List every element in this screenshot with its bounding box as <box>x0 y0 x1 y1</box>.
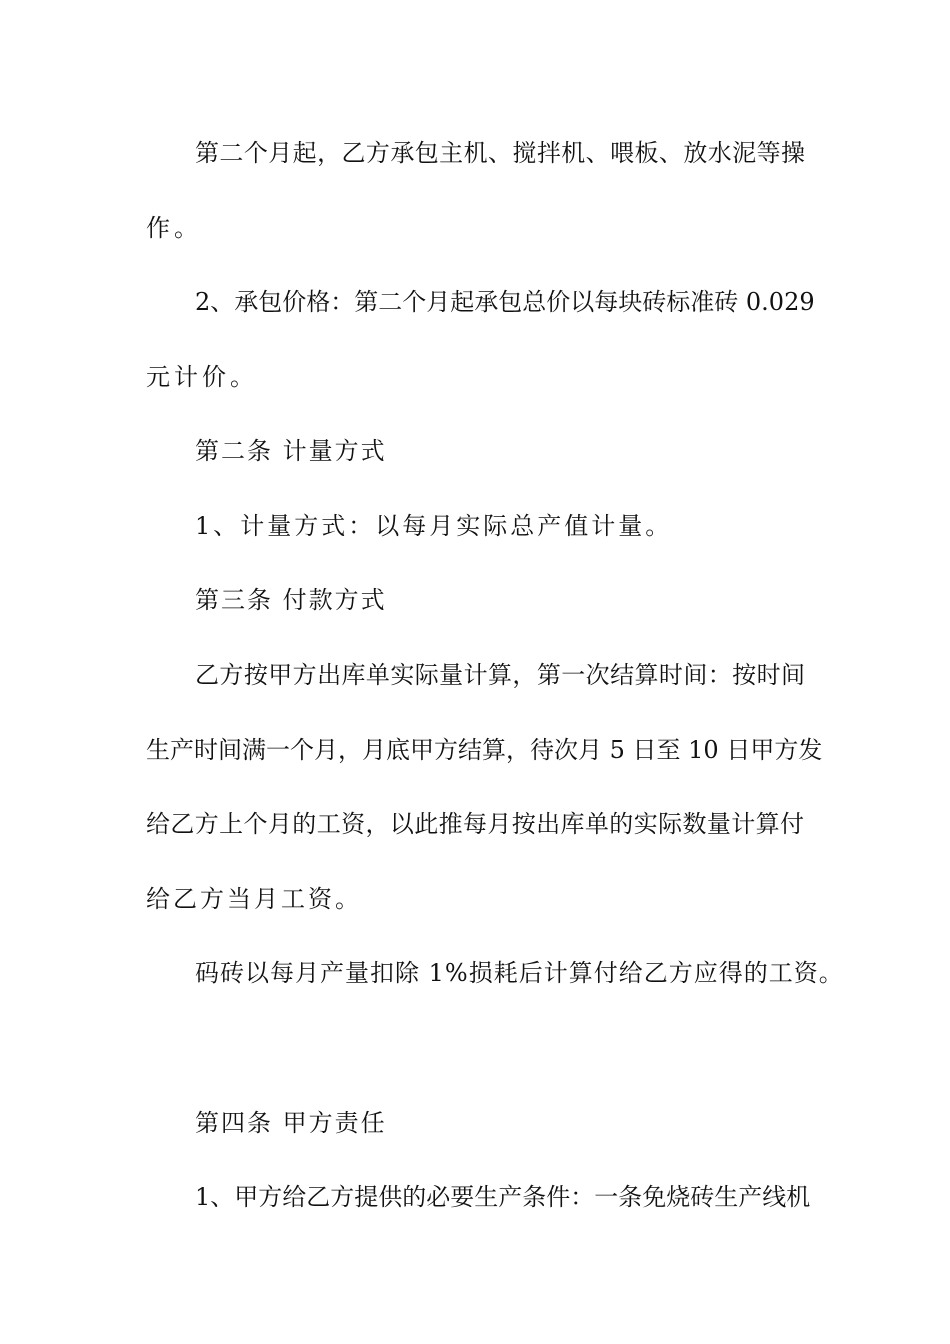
paragraph-line-1: 第二个月起，乙方承包主机、搅拌机、喂板、放水泥等操 <box>195 139 805 167</box>
section-heading-4: 第四条 甲方责任 <box>195 1109 387 1137</box>
paragraph-line-10: 给乙方上个月的工资，以此推每月按出库单的实际数量计算付 <box>146 810 804 838</box>
paragraph-line-4: 元计价。 <box>146 363 258 391</box>
section-heading-2: 第二条 计量方式 <box>195 437 387 465</box>
paragraph-line-11: 给乙方当月工资。 <box>146 885 362 913</box>
paragraph-line-6: 1、计量方式：以每月实际总产值计量。 <box>195 512 673 540</box>
paragraph-line-3: 2、承包价格：第二个月起承包总价以每块砖标准砖 0.029 <box>195 288 815 316</box>
paragraph-line-12: 码砖以每月产量扣除 1%损耗后计算付给乙方应得的工资。 <box>195 959 844 987</box>
paragraph-line-2: 作。 <box>146 214 202 242</box>
paragraph-line-8: 乙方按甲方出库单实际量计算，第一次结算时间：按时间 <box>195 661 805 689</box>
paragraph-line-9: 生产时间满一个月，月底甲方结算，待次月 5 日至 10 日甲方发 <box>146 736 823 764</box>
paragraph-line-14: 1、甲方给乙方提供的必要生产条件：一条免烧砖生产线机 <box>195 1183 811 1211</box>
section-heading-3: 第三条 付款方式 <box>195 586 387 614</box>
